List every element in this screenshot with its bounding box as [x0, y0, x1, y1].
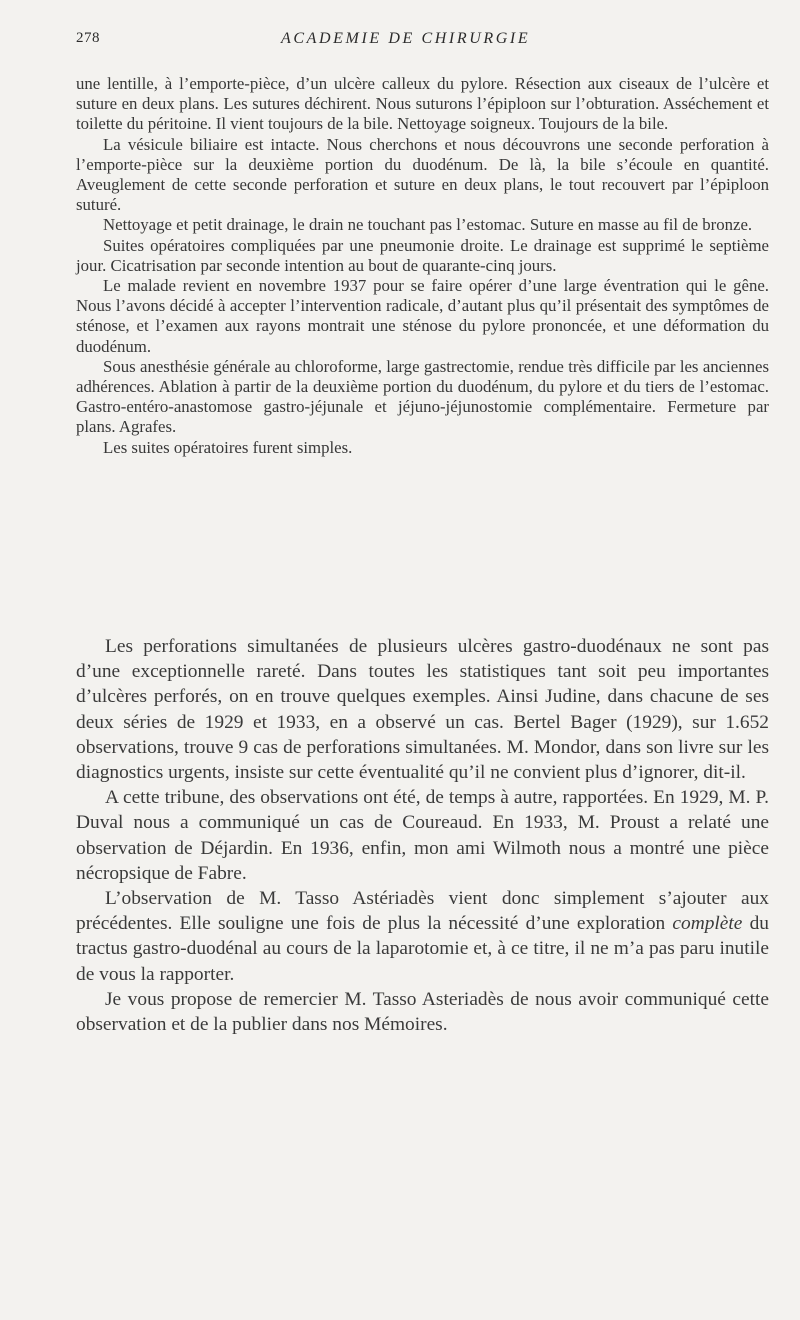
discussion-paragraph: Les perforations simultanées de plusieurs ulcères gastro-duodénaux ne sont pas d’une exceptionnelle rareté. Dans toutes les statistiques tant soit peu importantes d’ulcères perforés, on en trouve quelques exemples. Ainsi Judine, dans chacune de ses deux séries de 1929 et 1933, en a observé un cas. Bertel Bager (1929), sur 1.652 observations, trouve 9 cas de perforations simultanées. M. Mondor, dans son livre sur les diagnostics urgents, insiste sur cette éventualité qu’il ne convient plus d’ignorer, dit-il. [76, 636, 769, 784]
running-title: ACADEMIE DE CHIRURGIE [281, 30, 531, 47]
discussion-text: L’observation de M. Tasso Astériadès vient donc simplement s’ajouter aux précédentes. Elle souligne une fois de plus la nécessité d’une exploration [76, 888, 769, 935]
observation-paragraph: Suites opératoires compliquées par une pneumonie droite. Le drainage est supprimé le septième jour. Cicatrisation par seconde intention au bout de quarante-cinq jours. [76, 235, 769, 275]
case-observation [76, 74, 769, 458]
observation-paragraph: Nettoyage et petit drainage, le drain ne touchant pas l’estomac. Suture en masse au fil de bronze. [103, 215, 753, 235]
observation-paragraph: La vésicule biliaire est intacte. Nous cherchons et nous découvrons une seconde perforation à l’emporte-pièce sur la deuxième portion du duodénum. De là, la bile s’écoule en quantité. Aveuglement de cette seconde perforation et suture en deux plans, le tout recouvert par l’épiploon suturé. [76, 134, 769, 215]
discussion [76, 634, 769, 1037]
discussion-paragraph: Je vous propose de remercier M. Tasso Asteriadès de nous avoir communiqué cette observation et de la publier dans nos Mémoires. [76, 988, 769, 1036]
emphasized-word: complète [672, 913, 743, 935]
discussion-text: du tractus gastro-duodénal au cours de la laparotomie et, à ce titre, il ne m’a pas paru inutile de vous la rapporter. [76, 913, 769, 985]
page-number: 278 [76, 30, 100, 46]
observation-paragraph: Le malade revient en novembre 1937 pour se faire opérer d’une large éventration qui le gêne. Nous l’avons décidé à accepter l’intervention radicale, d’autant plus qu’il présentait des symptômes de sténose, et l’examen aux rayons montrait une sténose du pylore prononcée, et une déformation du duodénum. [76, 276, 769, 356]
observation-paragraph: Les suites opératoires furent simples. [103, 437, 353, 457]
discussion-paragraph [76, 886, 769, 987]
observation-paragraph: une lentille, à l’emporte-pièce, d’un ulcère calleux du pylore. Résection aux ciseaux de l’ulcère et suture en deux plans. Les sutures déchirent. Nous suturons l’épiploon sur l’obturation. Asséchement et toilette du péritoine. Il vient toujours de la bile. Nettoyage soigneux. Toujours de la bile. [76, 74, 769, 134]
page-header [76, 30, 770, 52]
observation-paragraph: Sous anesthésie générale au chloroforme, large gastrectomie, rendue très difficile par les anciennes adhérences. Ablation à partir de la deuxième portion du duodénum, du pylore et du tiers de l’estomac. Gastro-entéro-anastomose gastro-jéjunale et jéjuno-jéjunostomie complémentaire. Fermeture par plans. Agrafes. [76, 356, 769, 437]
discussion-paragraph: A cette tribune, des observations ont été, de temps à autre, rapportées. En 1929, M. P. Duval nous a communiqué un cas de Coureaud. En 1933, M. Proust a relaté une observation de Déjardin. En 1936, enfin, mon ami Wilmoth nous a montré une pièce nécropsique de Fabre. [76, 787, 769, 884]
